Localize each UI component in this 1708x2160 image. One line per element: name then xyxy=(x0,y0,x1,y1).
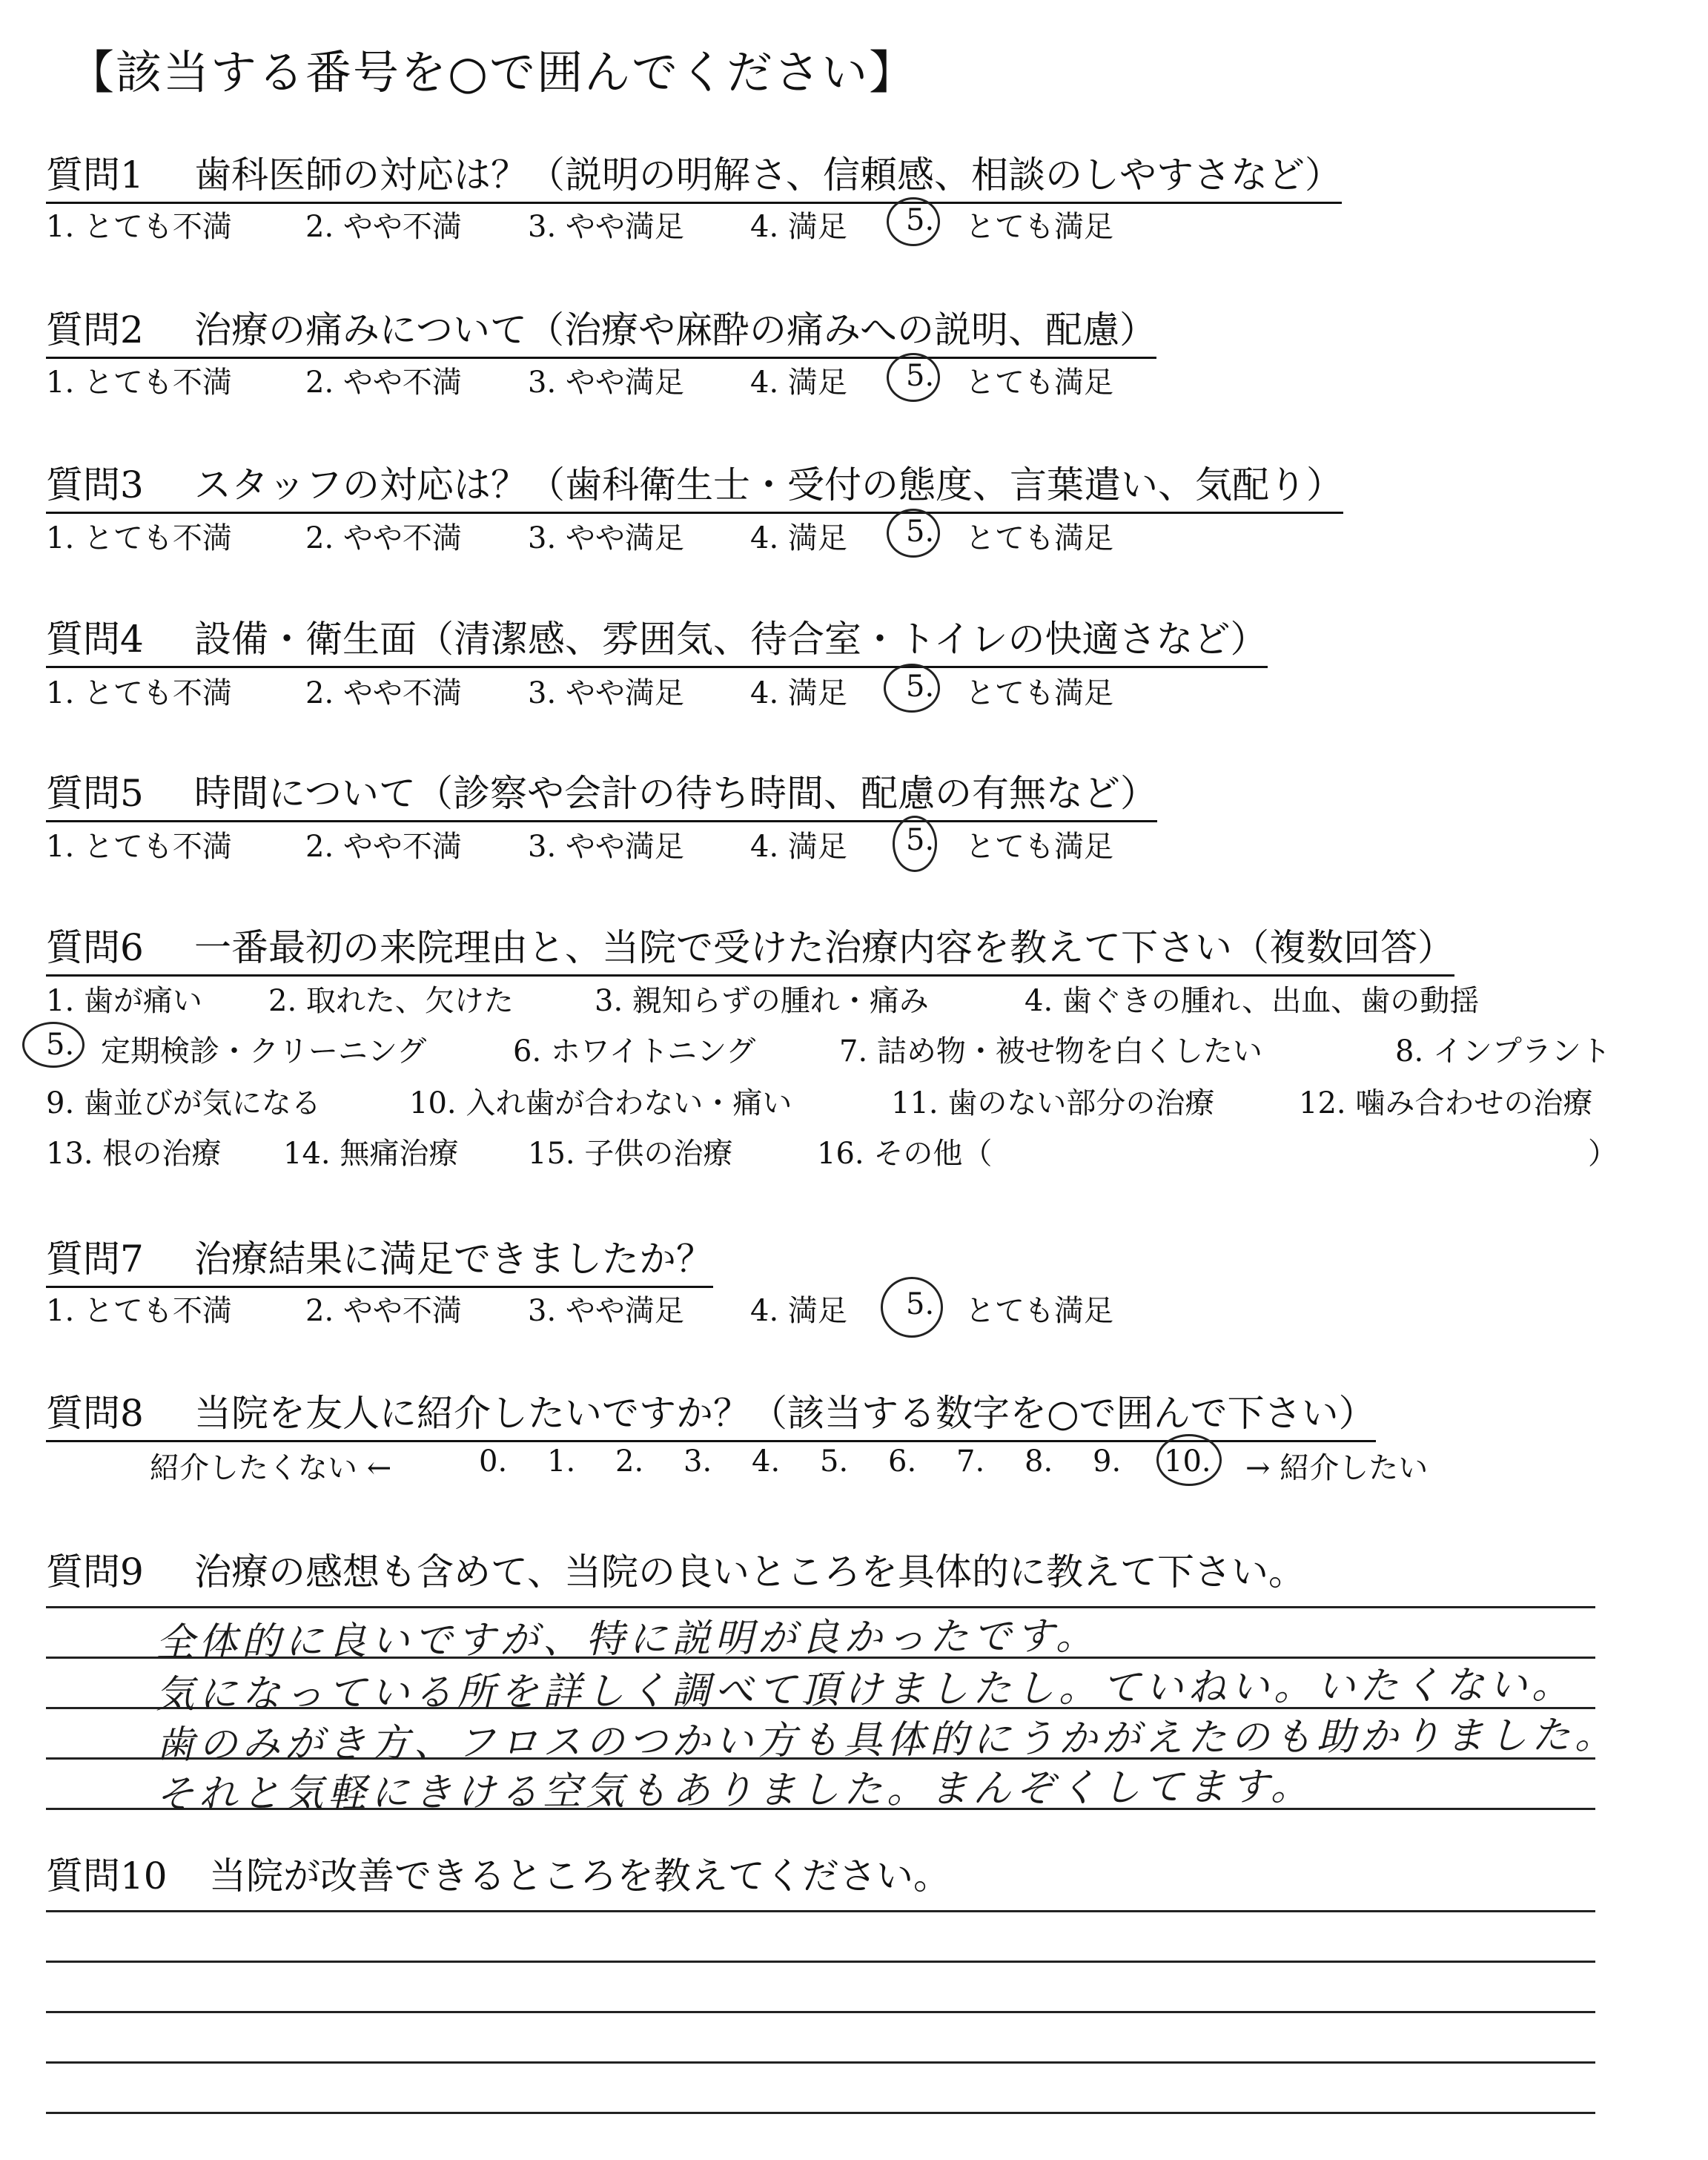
question-7-heading xyxy=(46,1229,713,1288)
option-15[interactable]: 15. 子供の治療 xyxy=(528,1137,733,1171)
option-3[interactable]: 3. 親知らずの腫れ・痛み xyxy=(595,984,929,1018)
scale-1[interactable]: 1. xyxy=(547,1444,576,1479)
option-5-label: とても満足 xyxy=(965,210,1113,244)
question-5-label: 質問5 xyxy=(46,772,144,815)
question-9-text: 治療の感想も含めて、当院の良いところを具体的に教えて下さい。 xyxy=(194,1550,1305,1593)
option-1[interactable]: 1. とても不満 xyxy=(46,1294,232,1328)
question-2-heading xyxy=(46,300,1156,359)
scale-10[interactable]: 10. xyxy=(1164,1444,1211,1479)
scale-4[interactable]: 4. xyxy=(752,1444,781,1479)
question-10-text: 当院が改善できるところを教えてください。 xyxy=(209,1855,950,1898)
question-6-text: 一番最初の来院理由と、当院で受けた治療内容を教えて下さい（複数回答） xyxy=(194,926,1454,969)
option-5[interactable]: 5. xyxy=(906,203,935,237)
option-3[interactable]: 3. やや満足 xyxy=(528,521,684,555)
scale-6[interactable]: 6. xyxy=(888,1444,917,1479)
option-8[interactable]: 8. インプラント xyxy=(1395,1034,1611,1069)
question-1-label: 質問1 xyxy=(46,153,144,196)
scale-7[interactable]: 7. xyxy=(956,1444,985,1479)
option-5[interactable]: 5. xyxy=(906,670,935,704)
question-6-label: 質問6 xyxy=(46,926,144,969)
option-3[interactable]: 3. やや満足 xyxy=(528,676,684,710)
option-9[interactable]: 9. 歯並びが気になる xyxy=(46,1086,321,1120)
option-2[interactable]: 2. やや不満 xyxy=(305,366,462,400)
question-3-text: スタッフの対応は？（歯科衛生士・受付の態度、言葉遣い、気配り） xyxy=(194,463,1343,506)
question-9-label: 質問9 xyxy=(46,1550,144,1593)
option-4[interactable]: 4. 満足 xyxy=(750,366,847,400)
option-3[interactable]: 3. やや満足 xyxy=(528,366,684,400)
question-2-label: 質問2 xyxy=(46,308,144,351)
selection-circle xyxy=(881,1277,943,1338)
handwritten-answer-line-2: 気になっている所を詳しく調べて頂けましたし。ていねい。いたくない。 xyxy=(155,1662,1575,1717)
option-5-label: とても満足 xyxy=(965,521,1113,555)
question-2-text: 治療の痛みについて（治療や麻酔の痛みへの説明、配慮） xyxy=(194,308,1156,351)
handwritten-answer-line-4: それと気軽にきける空気もありました。まんぞくしてます。 xyxy=(155,1764,1314,1817)
option-2[interactable]: 2. 取れた、欠けた xyxy=(268,984,514,1018)
option-4[interactable]: 4. 満足 xyxy=(750,830,847,864)
option-4[interactable]: 4. 満足 xyxy=(750,676,847,710)
scale-5[interactable]: 5. xyxy=(820,1444,849,1479)
option-2[interactable]: 2. やや不満 xyxy=(305,1294,462,1328)
scale-right-label: → 紹介したい xyxy=(1245,1451,1429,1485)
question-4-heading xyxy=(46,610,1268,668)
question-8-text: 当院を友人に紹介したいですか？（該当する数字を○で囲んで下さい） xyxy=(194,1392,1376,1435)
page-title: 【該当する番号を○で囲んでください】 xyxy=(68,45,917,99)
question-1-heading xyxy=(46,145,1342,204)
option-5[interactable]: 5. xyxy=(46,1028,75,1062)
question-3-label: 質問3 xyxy=(46,463,144,506)
option-3[interactable]: 3. やや満足 xyxy=(528,830,684,864)
option-5-label: とても満足 xyxy=(965,830,1113,864)
scale-9[interactable]: 9. xyxy=(1093,1444,1122,1479)
scale-8[interactable]: 8. xyxy=(1025,1444,1053,1479)
question-8-label: 質問8 xyxy=(46,1392,144,1435)
option-1[interactable]: 1. とても不満 xyxy=(46,676,232,710)
question-4-text: 設備・衛生面（清潔感、雰囲気、待合室・トイレの快適さなど） xyxy=(194,618,1268,661)
question-9-heading xyxy=(46,1542,1305,1599)
question-6-heading xyxy=(46,918,1454,977)
option-2[interactable]: 2. やや不満 xyxy=(305,521,462,555)
option-4[interactable]: 4. 満足 xyxy=(750,210,847,244)
option-3[interactable]: 3. やや満足 xyxy=(528,1294,684,1328)
option-5[interactable]: 5. xyxy=(906,1287,935,1321)
option-13[interactable]: 13. 根の治療 xyxy=(46,1137,222,1171)
answer-line xyxy=(46,2011,1595,2013)
selection-circle xyxy=(893,816,937,872)
question-5-heading xyxy=(46,764,1157,822)
option-1[interactable]: 1. とても不満 xyxy=(46,521,232,555)
handwritten-answer-line-1: 全体的に良いですが、特に説明が良かったです。 xyxy=(155,1614,1099,1665)
option-5[interactable]: 5. xyxy=(906,515,935,549)
option-6[interactable]: 6. ホワイトニング xyxy=(513,1034,756,1069)
selection-circle xyxy=(22,1022,85,1068)
selection-circle xyxy=(1156,1434,1222,1486)
option-1[interactable]: 1. とても不満 xyxy=(46,366,232,400)
option-3[interactable]: 3. やや満足 xyxy=(528,210,684,244)
option-1[interactable]: 1. 歯が痛い xyxy=(46,984,202,1018)
option-5-label: とても満足 xyxy=(965,676,1113,710)
option-10[interactable]: 10. 入れ歯が合わない・痛い xyxy=(409,1086,792,1120)
selection-circle xyxy=(887,353,940,402)
option-2[interactable]: 2. やや不満 xyxy=(305,210,462,244)
option-5[interactable]: 5. xyxy=(906,359,935,393)
option-11[interactable]: 11. 歯のない部分の治療 xyxy=(891,1086,1215,1120)
handwritten-answer-line-3: 歯のみがき方、フロスのつかい方も具体的にうかがえたのも助かりました。 xyxy=(155,1713,1618,1768)
option-16[interactable]: 16. その他（ xyxy=(817,1137,993,1171)
question-8-heading xyxy=(46,1384,1376,1442)
scale-2[interactable]: 2. xyxy=(615,1444,644,1479)
question-7-text: 治療結果に満足できましたか？ xyxy=(194,1238,713,1281)
selection-circle xyxy=(884,664,940,713)
option-4[interactable]: 4. 歯ぐきの腫れ、出血、歯の動揺 xyxy=(1025,984,1480,1018)
selection-circle xyxy=(887,197,940,246)
scale-3[interactable]: 3. xyxy=(683,1444,712,1479)
answer-line xyxy=(46,2061,1595,2064)
answer-line xyxy=(46,1961,1595,1963)
option-7[interactable]: 7. 詰め物・被せ物を白くしたい xyxy=(839,1034,1262,1069)
option-4[interactable]: 4. 満足 xyxy=(750,521,847,555)
answer-line xyxy=(46,2112,1595,2114)
scale-left-label: 紹介したくない ← xyxy=(150,1451,392,1485)
option-5-label: 定期検診・クリーニング xyxy=(101,1034,427,1069)
option-5-label: とても満足 xyxy=(965,366,1113,400)
option-14[interactable]: 14. 無痛治療 xyxy=(283,1137,459,1171)
question-10-heading xyxy=(46,1846,950,1903)
question-1-text: 歯科医師の対応は？（説明の明解さ、信頼感、相談のしやすさなど） xyxy=(194,153,1342,196)
selection-circle xyxy=(887,509,940,558)
option-4[interactable]: 4. 満足 xyxy=(750,1294,847,1328)
question-10-label: 質問10 xyxy=(46,1855,168,1898)
option-2[interactable]: 2. やや不満 xyxy=(305,830,462,864)
other-close-paren: ） xyxy=(1588,1137,1618,1171)
question-7-label: 質問7 xyxy=(46,1238,144,1281)
question-3-heading xyxy=(46,455,1343,514)
option-12[interactable]: 12. 噛み合わせの治療 xyxy=(1299,1086,1593,1120)
option-1[interactable]: 1. とても不満 xyxy=(46,210,232,244)
option-5-label: とても満足 xyxy=(965,1294,1113,1328)
option-5[interactable]: 5. xyxy=(906,823,935,857)
option-2[interactable]: 2. やや不満 xyxy=(305,676,462,710)
answer-line xyxy=(46,1910,1595,1912)
question-4-label: 質問4 xyxy=(46,618,144,661)
option-1[interactable]: 1. とても不満 xyxy=(46,830,232,864)
question-5-text: 時間について（診察や会計の待ち時間、配慮の有無など） xyxy=(194,772,1157,815)
scale-0[interactable]: 0. xyxy=(479,1444,508,1479)
